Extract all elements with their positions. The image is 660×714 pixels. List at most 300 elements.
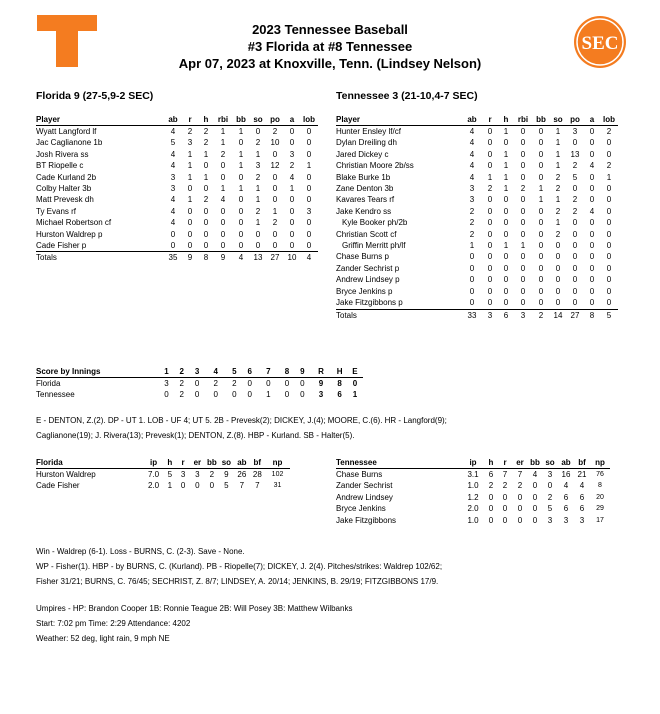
pitcher-row <box>336 503 610 514</box>
stat-cell: 3 <box>170 172 176 182</box>
stat-cell: 0 <box>502 504 508 514</box>
pitcher-row <box>36 480 290 491</box>
stat-cell: 2 <box>255 206 261 216</box>
stat-cell: 7 <box>255 481 260 491</box>
stat-cell: 0 <box>538 149 544 159</box>
stat-cell: 31 <box>273 482 282 490</box>
stat-cell: 0 <box>187 229 193 239</box>
stat-cell: 0 <box>547 481 553 491</box>
stat-cell: 1 <box>503 127 509 136</box>
stat-cell: 0 <box>255 127 261 136</box>
column-header: r <box>498 458 512 469</box>
column-header: r <box>482 115 498 126</box>
stat-cell: 0 <box>589 263 595 273</box>
stat-cell: 0 <box>538 263 544 273</box>
stat-cell: 0 <box>487 229 493 239</box>
inning-header: 4 <box>205 367 227 378</box>
visitor-batting-table <box>36 115 318 264</box>
stat-cell: 2 <box>203 138 209 148</box>
home-batting-table <box>336 115 618 321</box>
stat-cell: 0 <box>503 195 509 205</box>
stat-cell: 0 <box>538 241 544 251</box>
player-name: Blake Burke 1b <box>336 172 391 182</box>
stat-cell: 2 <box>520 184 526 194</box>
stat-cell: 0 <box>532 297 550 309</box>
stat-cell: 0 <box>606 241 612 251</box>
stat-cell: 0 <box>306 218 312 228</box>
stat-cell: 0 <box>538 286 544 296</box>
stat-cell: 6 <box>488 470 494 479</box>
stat-cell: 0 <box>538 206 544 216</box>
stat-cell: 1 <box>555 218 561 228</box>
column-header: bf <box>250 458 265 469</box>
stat-cell: 2.0 <box>467 504 479 514</box>
column-header: Player <box>36 115 164 126</box>
inning-score: 2 <box>179 390 184 400</box>
stat-cell: 0 <box>538 138 544 148</box>
stat-cell: 0 <box>572 252 578 262</box>
stat-cell: 7 <box>517 470 523 479</box>
stat-cell: 1 <box>606 172 612 182</box>
table-row <box>36 172 318 183</box>
stat-cell: 2 <box>572 195 578 205</box>
header-row <box>36 115 318 126</box>
stat-cell: 0 <box>503 206 509 216</box>
weather-line: Weather: 52 deg, light rain, 9 mph NE <box>36 634 170 643</box>
stat-cell: 1 <box>187 149 193 159</box>
table-row <box>336 126 618 138</box>
stat-cell: 4 <box>170 195 176 205</box>
column-header: ip <box>462 458 484 469</box>
stat-cell: 2 <box>555 172 561 182</box>
inning-score: 0 <box>284 379 290 388</box>
stat-cell: 0 <box>589 184 595 194</box>
stat-cell: 2 <box>606 127 612 136</box>
innings-row <box>36 378 378 390</box>
column-header: h <box>198 115 214 126</box>
stat-cell: 0 <box>469 263 475 273</box>
stat-cell: 0 <box>220 218 226 228</box>
stat-cell: 0 <box>517 504 523 514</box>
stat-cell: 1 <box>167 481 173 491</box>
stat-cell: 0 <box>606 195 612 205</box>
player-name: Kyle Booker ph/2b <box>342 218 408 228</box>
stat-cell: 0 <box>532 504 538 514</box>
stat-cell: 0 <box>300 240 318 252</box>
inning-header: 8 <box>279 367 294 378</box>
stat-cell: 0 <box>487 149 493 159</box>
stat-cell: 6 <box>579 504 585 514</box>
inning-score: 8 <box>337 379 342 388</box>
column-header: a <box>284 115 300 126</box>
stat-cell: 0 <box>187 218 193 228</box>
stat-cell: 0 <box>589 195 595 205</box>
pitcher-row <box>336 469 610 481</box>
stat-cell: 0 <box>550 297 566 309</box>
home-team-title: Tennessee 3 (21-10,4-7 SEC) <box>336 90 478 102</box>
score-by-innings-table <box>36 367 378 401</box>
stat-cell: 0 <box>187 206 193 216</box>
stat-cell: 1 <box>555 127 561 136</box>
stat-cell: 1 <box>255 184 261 194</box>
stat-cell: 0 <box>532 492 538 502</box>
stat-cell: 0 <box>195 481 200 491</box>
stat-cell: 3 <box>170 184 176 194</box>
stat-cell: 0 <box>572 138 578 148</box>
stat-cell: 0 <box>272 229 278 239</box>
stat-cell: 1 <box>238 184 244 194</box>
inning-score: 2 <box>179 379 184 388</box>
pitching-notes-line-1: WP - Fisher(1). HBP - by BURNS, C. (Kurland). PB - Riopelle(7); DICKEY, J. 2(4). Pitches/strikes: Waldrep 102/62; <box>36 562 443 571</box>
stat-cell: 0 <box>214 240 232 252</box>
stat-cell: 3 <box>289 149 295 159</box>
stat-cell: 0 <box>238 195 244 205</box>
stat-cell: 0 <box>503 229 509 239</box>
stat-cell: 0 <box>589 229 595 239</box>
stat-cell: 10 <box>270 138 280 148</box>
stat-cell: 2 <box>187 127 193 136</box>
stat-cell: 4 <box>469 138 475 148</box>
stat-cell: 0 <box>520 206 526 216</box>
player-name: Cade Fisher p <box>36 240 164 252</box>
stat-cell: 4 <box>170 218 176 228</box>
stat-cell: 0 <box>498 297 514 309</box>
stat-cell: 76 <box>596 471 604 478</box>
stat-cell: 8 <box>598 482 602 490</box>
stat-cell: 0 <box>487 195 493 205</box>
table-row <box>336 217 618 228</box>
stat-cell: 4 <box>289 172 295 182</box>
stat-cell: 0 <box>502 515 508 525</box>
stat-cell: 0 <box>487 161 493 171</box>
pitcher-row <box>336 492 610 503</box>
total-cell: 10 <box>287 253 297 263</box>
game-notes-line-1: E - DENTON, Z.(2). DP - UT 1. LOB - UF 4; UT 5. 2B - Prevesk(2); DICKEY, J.(4); MOORE, C.(6). HR - Langford(9); <box>36 416 447 425</box>
stat-cell: 1 <box>520 241 526 251</box>
header-row <box>336 115 618 126</box>
stat-cell: 1 <box>238 161 244 171</box>
stat-cell: 0 <box>289 138 295 148</box>
total-cell: 4 <box>238 253 244 263</box>
player-name: Christian Scott cf <box>336 229 397 239</box>
table-row <box>36 229 318 240</box>
player-name: Cade Kurland 2b <box>36 172 97 182</box>
totals-row <box>336 309 618 321</box>
player-name: Jake Kendro ss <box>336 206 392 216</box>
inning-header: 6 <box>242 367 257 378</box>
svg-text:SEC: SEC <box>581 33 619 54</box>
stat-cell: 0 <box>606 206 612 216</box>
stat-cell: 0 <box>487 138 493 148</box>
stat-cell: 3 <box>180 470 186 479</box>
stat-cell: 5 <box>170 138 176 148</box>
column-header: bb <box>532 115 550 126</box>
stat-cell: 0 <box>589 275 595 285</box>
innings-row <box>36 389 378 400</box>
game-notes-line-2: Caglianone(19); J. Rivera(13); Prevesk(1); DENTON, Z.(8). HBP - Kurland. SB - Halter(5). <box>36 431 355 440</box>
stat-cell: 0 <box>606 263 612 273</box>
stat-cell: 0 <box>203 218 209 228</box>
visitor-team-title: Florida 9 (27-5,9-2 SEC) <box>36 90 154 102</box>
stat-cell: 26 <box>237 470 247 479</box>
stat-cell: 2 <box>203 195 209 205</box>
stat-cell: 4 <box>563 481 569 491</box>
stat-cell: 0 <box>488 504 494 514</box>
stat-cell: 0 <box>272 184 278 194</box>
stat-cell: 29 <box>596 505 604 513</box>
stat-cell: 0 <box>606 252 612 262</box>
table-row <box>336 274 618 285</box>
table-row <box>336 137 618 148</box>
stat-cell: 1.2 <box>467 492 479 502</box>
inning-score: 0 <box>247 390 252 400</box>
player-name: Chase Burns p <box>336 252 389 262</box>
column-header: a <box>584 115 600 126</box>
player-name: Hunter Ensley lf/cf <box>336 127 401 136</box>
stat-cell: 0 <box>180 481 186 491</box>
stat-cell: 0 <box>600 297 618 309</box>
stat-cell: 1 <box>469 241 475 251</box>
stat-cell: 1 <box>503 172 509 182</box>
stat-cell: 21 <box>577 470 587 479</box>
stat-cell: 0 <box>538 229 544 239</box>
stat-cell: 0 <box>487 263 493 273</box>
stat-cell: 7.0 <box>147 470 160 479</box>
stat-cell: 0 <box>520 286 526 296</box>
stat-cell: 0 <box>520 229 526 239</box>
inning-header: 2 <box>174 367 189 378</box>
column-header: ab <box>234 458 249 469</box>
stat-cell: 0 <box>266 240 284 252</box>
table-row <box>36 160 318 171</box>
column-header: so <box>550 115 566 126</box>
stat-cell: 0 <box>572 275 578 285</box>
totals-label: Totals <box>36 253 57 263</box>
table-row <box>336 172 618 183</box>
player-name: Zane Denton 3b <box>336 184 394 194</box>
stat-cell: 0 <box>203 184 209 194</box>
player-name: Ty Evans rf <box>36 206 77 216</box>
stat-cell: 0 <box>272 149 278 159</box>
stat-cell: 0 <box>520 172 526 182</box>
stat-cell: 0 <box>164 240 182 252</box>
stat-cell: 0 <box>589 241 595 251</box>
stat-cell: 1 <box>255 218 261 228</box>
stat-cell: 1 <box>203 172 209 182</box>
stat-cell: 0 <box>238 229 244 239</box>
table-row <box>336 194 618 205</box>
stat-cell: 0 <box>589 252 595 262</box>
stat-cell: 0 <box>503 252 509 262</box>
stat-cell: 13 <box>570 149 580 159</box>
stat-cell: 0 <box>503 286 509 296</box>
stat-cell: 4 <box>469 161 475 171</box>
stat-cell: 0 <box>566 297 584 309</box>
stat-cell: 3 <box>469 195 475 205</box>
table-row <box>336 229 618 240</box>
inning-header: 5 <box>227 367 242 378</box>
stat-cell: 0 <box>306 127 312 136</box>
stat-cell: 0 <box>232 240 250 252</box>
column-header: h <box>484 458 498 469</box>
inning-header: H <box>332 367 347 378</box>
total-cell: 27 <box>270 253 280 263</box>
stat-cell: 2 <box>572 206 578 216</box>
table-row <box>36 149 318 160</box>
stat-cell: 0 <box>538 172 544 182</box>
inning-header: 1 <box>159 367 174 378</box>
pitcher-row <box>36 469 290 481</box>
column-header: np <box>265 458 290 469</box>
stat-cell: 2 <box>488 481 494 491</box>
player-name: Wyatt Langford lf <box>36 127 97 136</box>
stat-cell: 1 <box>272 206 278 216</box>
stat-cell: 1 <box>503 241 509 251</box>
table-row <box>36 194 318 205</box>
stat-cell: 2 <box>555 229 561 239</box>
stat-cell: 0 <box>520 138 526 148</box>
stat-cell: 6 <box>563 492 569 502</box>
stat-cell: 28 <box>252 470 262 479</box>
matchup-title: #3 Florida at #8 Tennessee <box>247 39 413 54</box>
stat-cell: 0 <box>520 195 526 205</box>
stat-cell: 0 <box>203 161 209 171</box>
inning-score: 3 <box>318 390 324 400</box>
stat-cell: 0 <box>289 195 295 205</box>
inning-score: 0 <box>164 390 169 400</box>
stat-cell: 1.0 <box>467 515 479 525</box>
table-row <box>336 149 618 160</box>
stat-cell: 3 <box>187 138 193 148</box>
total-cell: 13 <box>253 253 263 263</box>
table-row <box>36 183 318 194</box>
innings-header-row <box>36 367 378 378</box>
stat-cell: 2 <box>220 149 226 159</box>
column-header: np <box>590 458 610 469</box>
stat-cell: 2 <box>289 161 295 171</box>
stat-cell: 0 <box>589 218 595 228</box>
stat-cell: 0 <box>503 263 509 273</box>
stat-cell: 3 <box>306 206 312 216</box>
player-name: Jake Fitzgibbons p <box>336 297 462 309</box>
total-cell: 33 <box>467 310 477 320</box>
stat-cell: 1 <box>503 161 509 171</box>
pitching-team-name: Tennessee <box>336 458 462 469</box>
total-cell: 6 <box>503 310 509 320</box>
stat-cell: 0 <box>572 286 578 296</box>
stat-cell: 0 <box>487 275 493 285</box>
inning-score: 0 <box>213 390 218 400</box>
table-row <box>36 137 318 148</box>
inning-score: 6 <box>337 390 342 400</box>
stat-cell: 0 <box>606 286 612 296</box>
column-header: Player <box>336 115 462 126</box>
stat-cell: 0 <box>538 127 544 136</box>
stat-cell: 1.0 <box>467 481 479 491</box>
pitcher-row <box>336 515 610 526</box>
player-name: Zander Sechrist p <box>336 263 400 273</box>
stat-cell: 0 <box>520 263 526 273</box>
stat-cell: 2 <box>255 172 261 182</box>
stat-cell: 0 <box>306 149 312 159</box>
stat-cell: 0 <box>589 172 595 182</box>
stat-cell: 2 <box>487 184 493 194</box>
inning-header: E <box>347 367 362 378</box>
stat-cell: 0 <box>538 275 544 285</box>
column-header: po <box>566 115 584 126</box>
inning-score: 1 <box>352 390 358 400</box>
stat-cell: 0 <box>584 297 600 309</box>
home-pitching-table <box>336 458 610 526</box>
column-header: bf <box>574 458 590 469</box>
stat-cell: 9 <box>224 470 229 479</box>
inning-header: R <box>310 367 332 378</box>
stat-cell: 1 <box>187 161 193 171</box>
stat-cell: 1 <box>187 172 193 182</box>
stat-cell: 3 <box>547 470 553 479</box>
stat-cell: 4 <box>589 161 595 171</box>
column-header: lob <box>300 115 318 126</box>
column-header: rbi <box>514 115 532 126</box>
column-header: po <box>266 115 284 126</box>
stat-cell: 16 <box>561 470 571 479</box>
inning-header: 7 <box>257 367 279 378</box>
column-header: so <box>250 115 266 126</box>
stat-cell: 0 <box>555 275 561 285</box>
stat-cell: 102 <box>271 471 284 478</box>
stat-cell: 2 <box>555 206 561 216</box>
stat-cell: 0 <box>487 127 493 136</box>
stat-cell: 0 <box>517 515 523 525</box>
stat-cell: 0 <box>469 286 475 296</box>
stat-cell: 1 <box>238 127 244 136</box>
column-header: ab <box>462 115 482 126</box>
total-cell: 9 <box>220 253 226 263</box>
column-header: so <box>542 458 558 469</box>
stat-cell: 3 <box>547 515 553 525</box>
stat-cell: 0 <box>306 195 312 205</box>
total-cell: 35 <box>168 253 178 263</box>
inning-score: 0 <box>284 390 290 400</box>
stat-cell: 0 <box>289 218 295 228</box>
pitching-notes-line-2: Fisher 31/21; BURNS, C. 76/45; SECHRIST, Z. 8/7; LINDSEY, A. 20/14; JENKINS, B. 29/19; FITZGIBBONS 17/9. <box>36 577 439 586</box>
pitching-header-row <box>336 458 610 469</box>
stat-cell: 0 <box>520 127 526 136</box>
stat-cell: 0 <box>589 127 595 136</box>
pitcher-name: Cade Fisher <box>36 481 80 491</box>
total-cell: 2 <box>538 310 544 320</box>
stat-cell: 2.0 <box>147 481 160 491</box>
column-header: er <box>512 458 528 469</box>
table-row <box>336 297 618 309</box>
stat-cell: 7 <box>239 481 245 491</box>
stat-cell: 3 <box>572 127 578 136</box>
stat-cell: 0 <box>170 229 176 239</box>
total-cell: 5 <box>606 310 612 320</box>
stat-cell: 0 <box>555 263 561 273</box>
stat-cell: 0 <box>589 149 595 159</box>
stat-cell: 0 <box>203 206 209 216</box>
stat-cell: 1 <box>220 127 226 136</box>
stat-cell: 2 <box>502 481 508 491</box>
stat-cell: 7 <box>502 470 508 479</box>
player-name: BT Riopelle c <box>36 161 84 171</box>
pitcher-row <box>336 480 610 491</box>
column-header: r <box>176 458 189 469</box>
inning-score: 0 <box>194 379 200 388</box>
stat-cell: 2 <box>555 184 561 194</box>
stat-cell: 4 <box>220 195 226 205</box>
